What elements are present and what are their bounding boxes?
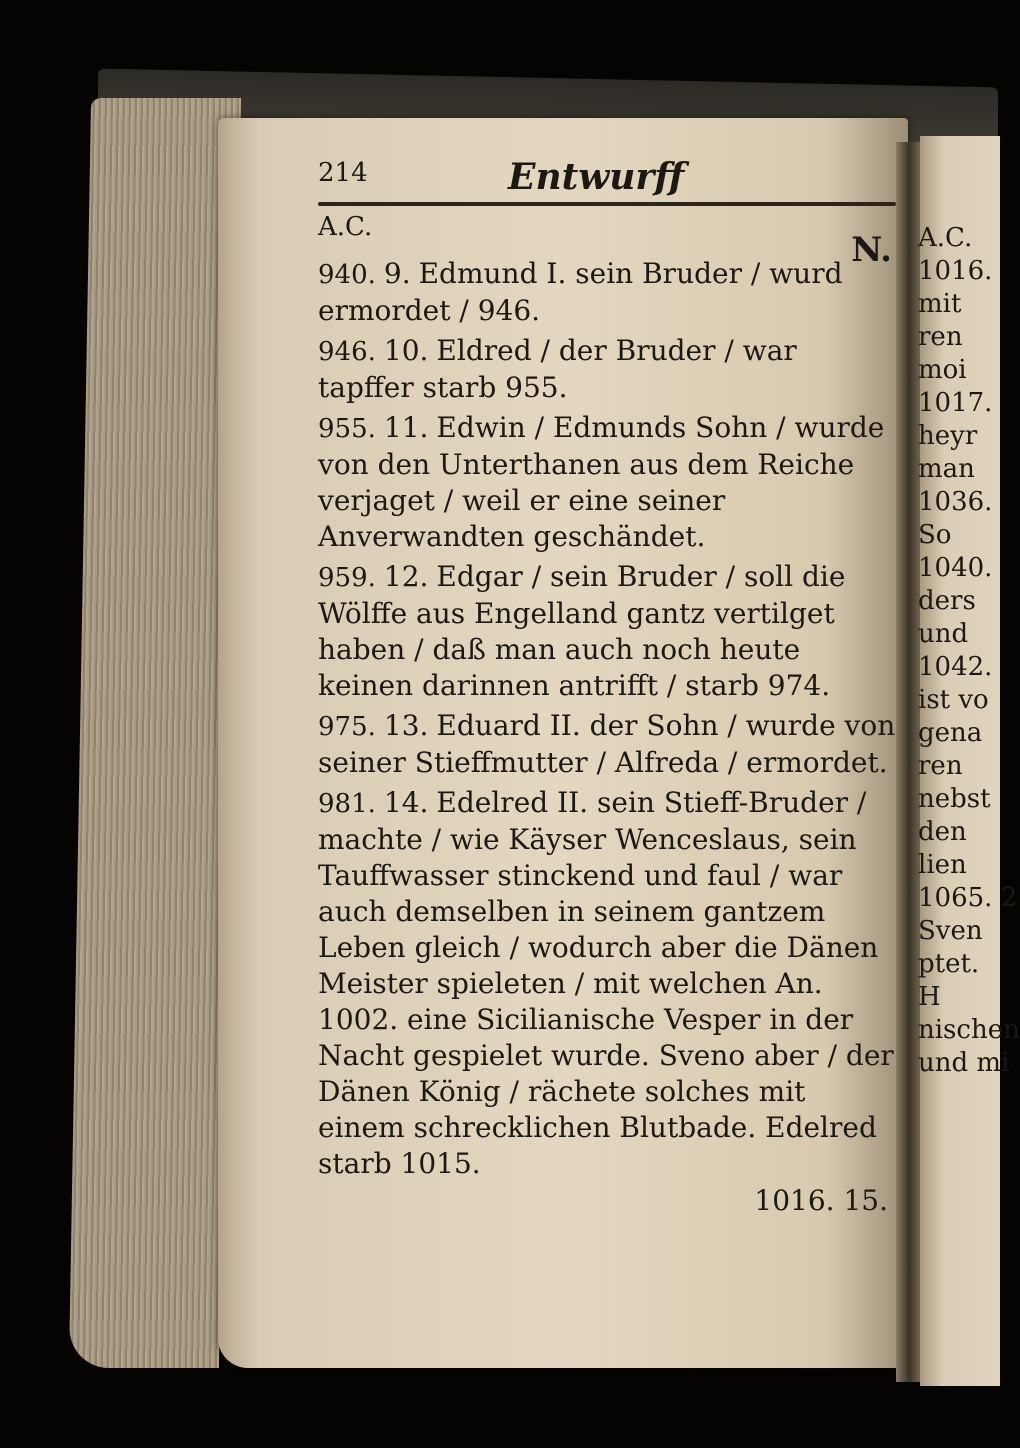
entry-year: 946. [318,337,376,367]
page-header [318,150,898,206]
right-line: 1042. [918,652,993,682]
page-number: 214 [318,158,368,188]
right-line: 1036. [918,487,993,517]
entry-text: Edelred II. sein Stieff-Bruder / machte / wie Käyser Wenceslaus, sein Tauffwasser stinckend und faul / war auch demselben in seinem gantzem Leben gleich / wodurch aber die Dänen Meister spieleten / mit welchen An. 1002. eine Sicilianische Vesper in der Nacht gespielet wurde. Sveno aber / der Dänen König / rächete solches mit einem schrecklichen Blutbade. Edelred starb 1015. [318,786,894,1180]
entry-text: Edgar / sein Bruder / soll die Wölffe aus Engelland gantz vertilget haben / daß man auch noch heute keinen darinnen antrifft / starb 974. [318,560,846,702]
right-line: nebst [918,784,991,814]
right-line: Sven [918,916,983,946]
right-line: ders [918,586,976,616]
right-line: 1040. [918,553,993,583]
entry-number: 10. [383,334,429,367]
entry-number: 14. [383,786,429,819]
entry-number: 9. [383,257,411,290]
page-stack-edge [69,98,241,1368]
right-line: heyr [918,421,978,451]
right-line: H [918,982,941,1012]
entry-text: Edmund I. sein Bruder / wurd ermordet / 946. [318,257,843,327]
list-item [318,333,898,406]
entry-text: Eldred / der Bruder / war tapffer starb 955. [318,334,797,404]
right-line: ren [918,322,963,352]
right-line: A.C. [918,223,973,253]
section-marker: N. [851,230,892,270]
list-item [318,708,898,781]
list-item [318,410,898,555]
entry-text: Edwin / Edmunds Sohn / wurde von den Unterthanen aus dem Reiche verjaget / weil er eine seiner Anverwandten geschändet. [318,411,885,553]
catchword: 1016. 15. [754,1184,888,1217]
left-page-text [318,150,898,1217]
entry-year: 975. [318,712,376,742]
entry-number: 11. [383,411,429,444]
right-line: ist vo [918,685,989,715]
right-line: lien [918,850,967,880]
right-line: nischen [918,1015,1020,1045]
entry-year: 940. [318,260,376,290]
right-line: gena [918,718,983,748]
right-line: und [918,619,969,649]
running-title: Entwurff [508,156,685,198]
entry-number: 13. [383,709,429,742]
entry-year: 981. [318,789,376,819]
right-line: man [918,454,975,484]
right-line: und mi [918,1048,1010,1078]
right-line: 1065. 2 [918,883,1018,913]
entry-number: 12. [383,560,429,593]
list-item [318,256,898,329]
list-item [318,559,898,704]
entry-list [318,256,898,1182]
right-line: moi [918,355,967,385]
right-line: mit [918,289,962,319]
ac-label: A.C. [318,212,373,242]
right-line: 1016. [918,256,993,286]
entry-year: 955. [318,414,376,444]
right-line: ptet. [918,949,980,979]
right-page-text [918,222,1020,1080]
list-item [318,785,898,1182]
right-line: So [918,520,952,550]
right-line: den [918,817,967,847]
header-rule [318,202,896,206]
right-line: ren [918,751,963,781]
entry-year: 959. [318,563,376,593]
entry-text: Eduard II. der Sohn / wurde von seiner Stieffmutter / Alfreda / ermordet. [318,709,896,779]
right-line: 1017. [918,388,993,418]
